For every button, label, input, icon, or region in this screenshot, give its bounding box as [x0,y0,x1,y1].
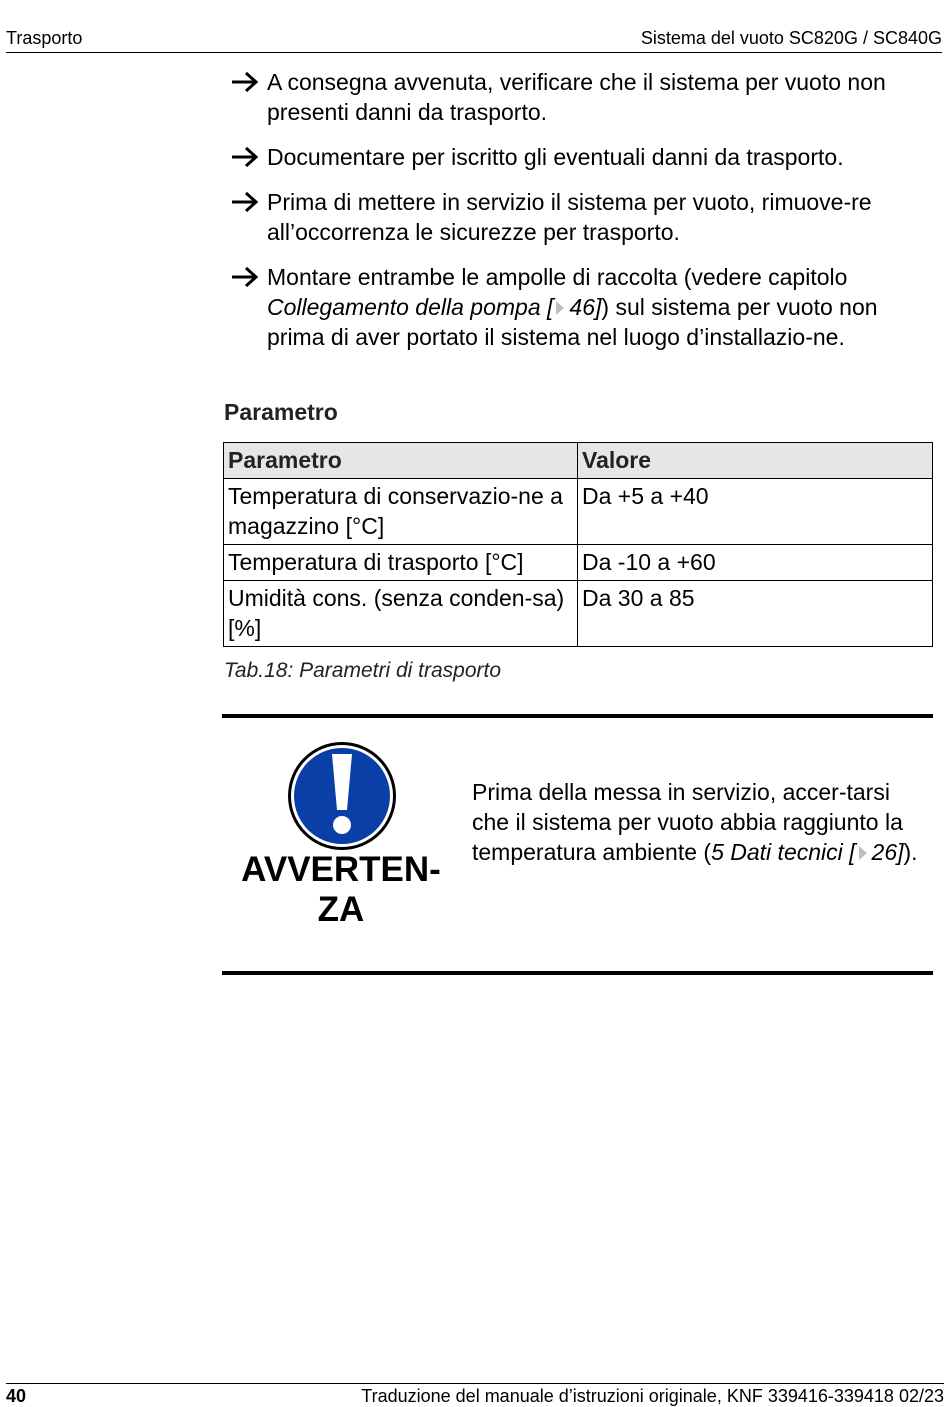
arrow-right-icon [230,145,262,169]
xref-title: 5 Dati tecnici [ [711,839,856,865]
arrow-right-icon [230,190,262,214]
xref-page: 26] [871,839,904,865]
arrow-right-icon [230,70,262,94]
warning-label-line: ZA [317,890,365,929]
page-number: 40 [6,1386,27,1406]
table-cell: Da -10 a +60 [578,545,933,581]
page-footer [6,1383,944,1406]
step-text: Documentare per iscritto gli eventuali danni da trasporto. [267,144,844,170]
cross-reference-link[interactable] [711,839,903,865]
xref-title: Collegamento della pompa [ [267,294,554,320]
table-header-row [224,443,933,479]
action-step [230,142,930,172]
warning-top-rule [222,714,933,718]
table-cell: Temperatura di conservazio-ne a magazzino [°C] [224,479,578,545]
column-header: Valore [578,443,933,479]
table-row [224,581,933,647]
warning-text-body: Prima della messa in servizio, accer-tarsi che il sistema per vuoto abbia raggiunto la temperatura ambiente ( [472,779,903,865]
warning-bottom-rule [222,971,933,975]
action-step [230,262,930,352]
step-text: Montare entrambe le ampolle di raccolta (vedere capitolo [267,264,848,290]
table-cell: Da 30 a 85 [578,581,933,647]
cross-reference-link[interactable] [267,294,601,320]
table-caption: Tab.18: Parametri di trasporto [224,659,502,682]
table-cell: Temperatura di trasporto [°C] [224,545,578,581]
table-row [224,479,933,545]
action-step [230,67,930,127]
footer-text: Traduzione del manuale d’istruzioni originale, KNF 339416-339418 02/23 [361,1386,944,1406]
action-steps [230,67,930,367]
table-cell: Umidità cons. (senza conden-sa) [%] [224,581,578,647]
xref-page: 46] [569,294,602,320]
column-header: Parametro [224,443,578,479]
warning-label [230,850,452,930]
page-header [6,28,942,53]
header-section: Trasporto [6,28,83,48]
page-pointer-icon [859,846,867,860]
table-cell: Da +5 a +40 [578,479,933,545]
warning-text [472,777,927,867]
warning-text-tail: ). [903,839,918,865]
section-title: Parametro [224,399,338,425]
page-pointer-icon [556,301,564,315]
header-product: Sistema del vuoto SC820G / SC840G [640,28,942,48]
step-text-tail: ) sul sistema per vuoto non prima di aver portato il sistema nel luogo d’installazio-ne. [267,294,878,350]
warning-label-line: AVVERTEN- [241,850,441,889]
exclamation-circle-icon [286,740,398,852]
step-text: A consegna avvenuta, verificare che il sistema per vuoto non presenti danni da trasporto. [267,69,886,125]
arrow-right-icon [230,265,262,289]
step-text: Prima di mettere in servizio il sistema per vuoto, rimuove-re all’occorrenza le sicurezze per trasporto. [267,189,872,245]
action-step [230,187,930,247]
table-row [224,545,933,581]
transport-parameters-table [223,442,933,647]
